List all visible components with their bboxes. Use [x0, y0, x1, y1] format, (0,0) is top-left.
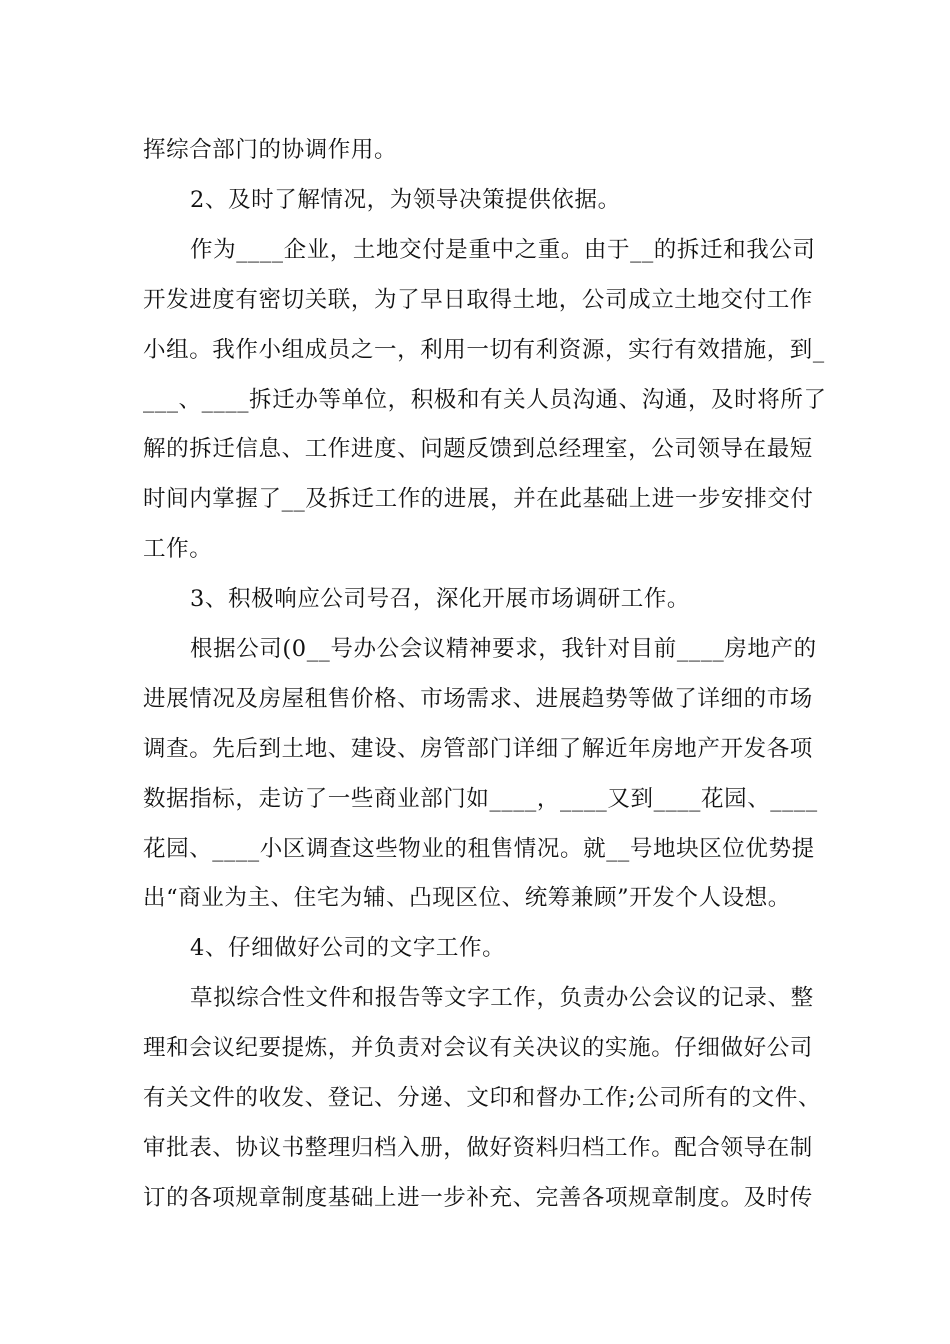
text-line: 解的拆迁信息、工作进度、问题反馈到总经理室，公司领导在最短 [143, 436, 813, 462]
text-line: 有关文件的收发、登记、分递、文印和督办工作;公司所有的文件、 [143, 1085, 822, 1111]
text-line: 数据指标，走访了一些商业部门如____，____又到____花园、____ [143, 786, 818, 812]
text-line: 开发进度有密切关联，为了早日取得土地，公司成立土地交付工作 [143, 287, 813, 313]
text-line: 审批表、协议书整理归档入册，做好资料归档工作。配合领导在制 [143, 1135, 813, 1161]
section-heading: 4、仔细做好公司的文字工作。 [190, 935, 506, 961]
text-line: 理和会议纪要提炼，并负责对会议有关决议的实施。仔细做好公司 [143, 1035, 813, 1061]
section-heading: 2、及时了解情况，为领导决策提供依据。 [190, 187, 621, 213]
text-line: 工作。 [143, 536, 213, 562]
text-line: 进展情况及房屋租售价格、市场需求、进展趋势等做了详细的市场 [143, 686, 813, 712]
text-line: 根据公司(0__号办公会议精神要求，我针对目前____房地产的 [190, 636, 817, 662]
text-line: 挥综合部门的协调作用。 [143, 137, 398, 163]
text-line: ___、____拆迁办等单位，积极和有关人员沟通、沟通，及时将所了 [143, 387, 827, 413]
text-line: 订的各项规章制度基础上进一步补充、完善各项规章制度。及时传 [143, 1185, 813, 1211]
text-line: 草拟综合性文件和报告等文字工作，负责办公会议的记录、整 [190, 985, 814, 1011]
text-line: 花园、____小区调查这些物业的租售情况。就__号地块区位优势提 [143, 836, 815, 862]
section-heading: 3、积极响应公司号召，深化开展市场调研工作。 [190, 586, 691, 612]
text-line: 出“商业为主、住宅为辅、凸现区位、统筹兼顾”开发个人设想。 [143, 885, 791, 911]
text-line: 时间内掌握了__及拆迁工作的进展，并在此基础上进一步安排交付 [143, 486, 814, 512]
text-line: 作为____企业，土地交付是重中之重。由于__的拆迁和我公司 [190, 237, 816, 263]
text-line: 小组。我作小组成员之一，利用一切有利资源，实行有效措施，到_ [143, 337, 825, 363]
text-line: 调查。先后到土地、建设、房管部门详细了解近年房地产开发各项 [143, 736, 813, 762]
